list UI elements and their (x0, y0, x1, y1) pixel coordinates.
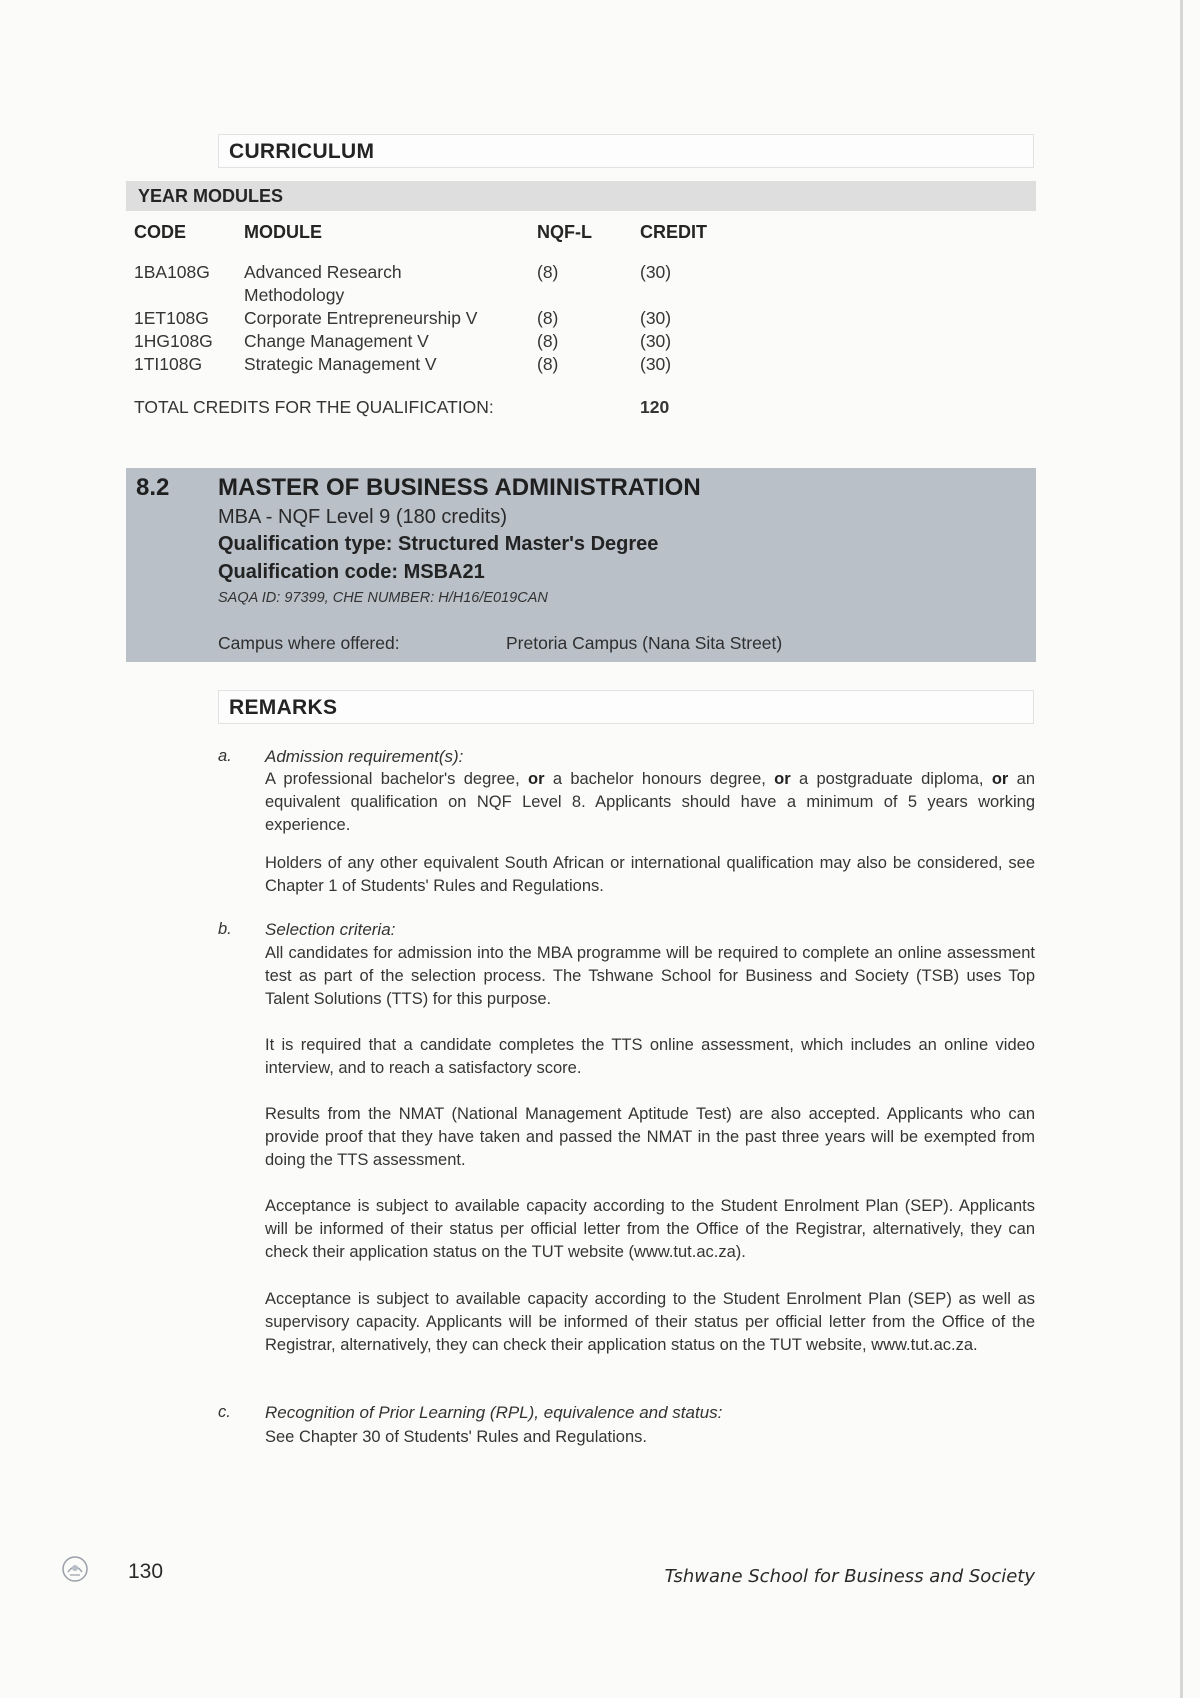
row-code: 1TI108G (134, 354, 203, 374)
qualification-title: MASTER OF BUSINESS ADMINISTRATION (218, 474, 701, 501)
year-modules-label: YEAR MODULES (138, 186, 284, 206)
qualification-code: Qualification code: MSBA21 (218, 561, 485, 583)
remark-c-heading: Recognition of Prior Learning (RPL), equivalence and status: (265, 1403, 723, 1422)
remark-b-letter: b. (218, 920, 232, 938)
campus-value: Pretoria Campus (Nana Sita Street) (506, 633, 783, 653)
qualification-number: 8.2 (136, 474, 170, 501)
row-code: 1ET108G (134, 308, 209, 328)
row-module-line2: Methodology (244, 285, 345, 305)
text-run-bold: or (528, 770, 545, 788)
campus-label: Campus where offered: (218, 633, 400, 653)
remark-b-paragraph-4: Acceptance is subject to available capacity according to the Student Enrolment Plan (SEP). Applicants will be informed of their status per official letter from the Office of the Registrar, alternatively, they can check their application status on the TUT website (www.tut.ac.za). (265, 1197, 1035, 1261)
remark-c-letter: c. (218, 1403, 231, 1421)
row-credit: (30) (640, 354, 672, 374)
remark-b-paragraph-2: It is required that a candidate completes the TTS online assessment, which includes an online video interview, and to reach a satisfactory score. (265, 1036, 1035, 1077)
row-module: Change Management V (244, 331, 429, 351)
remark-c-paragraph-1: See Chapter 30 of Students' Rules and Regulations. (265, 1428, 647, 1446)
qualification-type: Qualification type: Structured Master's Degree (218, 533, 659, 555)
remark-b-paragraph-5: Acceptance is subject to available capacity according to the Student Enrolment Plan (SEP) as well as supervisory capacity. Applicants will be informed of their status per official letter from the Office of the Registrar, alternatively, they can check their application status on the TUT website, www.tut.ac.za. (265, 1290, 1035, 1354)
curriculum-title: CURRICULUM (229, 140, 375, 163)
remark-a-paragraph-1 (265, 768, 1035, 837)
text-run-bold: or (991, 770, 1009, 788)
tut-crest-icon (60, 1554, 90, 1584)
col-header-code: CODE (134, 222, 187, 242)
text-run: a bachelor honours degree, (544, 770, 775, 788)
row-code: 1BA108G (134, 262, 210, 282)
qualification-band (126, 468, 1036, 662)
remarks-title: REMARKS (229, 696, 338, 719)
total-credits-label: TOTAL CREDITS FOR THE QUALIFICATION: (134, 397, 494, 417)
col-header-module: MODULE (244, 222, 322, 242)
remark-a-heading: Admission requirement(s): (265, 747, 464, 766)
row-credit: (30) (640, 331, 672, 351)
total-credits-value: 120 (640, 397, 670, 417)
row-credit: (30) (640, 262, 672, 282)
year-modules-band (126, 181, 1036, 211)
row-code: 1HG108G (134, 331, 213, 351)
row-nqf: (8) (537, 262, 559, 282)
row-module: Strategic Management V (244, 354, 437, 374)
page-number: 130 (128, 1560, 164, 1583)
remark-b-paragraph-1: All candidates for admission into the MBA programme will be required to complete an online assessment test as part of the selection process. The Tshwane School for Business and Society (TSB) uses Top Talent Solutions (TTS) for this purpose. (265, 944, 1035, 1008)
col-header-nqf: NQF-L (537, 222, 592, 242)
col-header-credit: CREDIT (640, 222, 707, 242)
text-run: an equivalent qualification on NQF Level 8. Applicants should have a minimum of 5 years working experience. (265, 770, 1036, 834)
remark-b-heading: Selection criteria: (265, 920, 396, 939)
page-edge-shadow (1180, 0, 1183, 1698)
row-nqf: (8) (537, 331, 559, 351)
curriculum-header-box (218, 134, 1034, 168)
text-run-bold: or (774, 770, 791, 788)
row-credit: (30) (640, 308, 672, 328)
remark-a-paragraph-2: Holders of any other equivalent South African or international qualification may also be considered, see Chapter 1 of Students' Rules and Regulations. (265, 854, 1035, 895)
row-module: Corporate Entrepreneurship V (244, 308, 478, 328)
remark-a-letter: a. (218, 747, 232, 765)
row-module: Advanced Research (244, 262, 402, 282)
saqa-che-line: SAQA ID: 97399, CHE NUMBER: H/H16/E019CAN (218, 590, 548, 606)
text-run: a postgraduate diploma, (790, 770, 992, 788)
row-nqf: (8) (537, 308, 559, 328)
remarks-header-box (218, 690, 1034, 724)
qualification-level: MBA - NQF Level 9 (180 credits) (218, 506, 507, 528)
text-run: A professional bachelor's degree, (265, 770, 528, 788)
row-nqf: (8) (537, 354, 559, 374)
footer-school-name: Tshwane School for Business and Society (664, 1566, 1035, 1587)
remark-b-paragraph-3: Results from the NMAT (National Management Aptitude Test) are also accepted. Applicants who can provide proof that they have taken and passed the NMAT in the past three years will be exempted from doing the TTS assessment. (265, 1105, 1035, 1169)
